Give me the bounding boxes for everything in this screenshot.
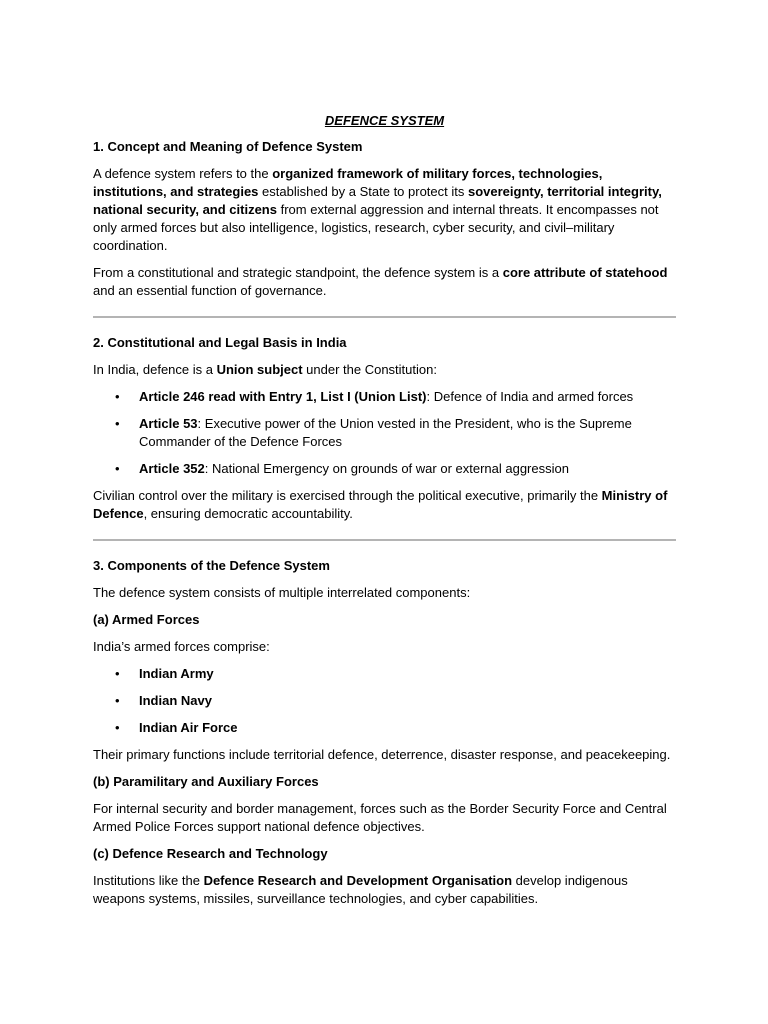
section-divider [93, 539, 676, 541]
article-list [93, 388, 676, 478]
list-item-bold: Article 246 read with Entry 1, List I (Union List) [139, 389, 427, 404]
list-item [93, 665, 676, 683]
text-run: and an essential function of governance. [93, 283, 327, 298]
bold-run: organized framework of military forces, technologies, institutions, and strategies [93, 166, 603, 199]
subsection-c-heading: (c) Defence Research and Technology [93, 846, 328, 861]
list-item [93, 460, 676, 478]
text-run: from external aggression and internal threats. It encompasses not only armed forces but also intelligence, logistics, research, cyber security, and civil–military coordination. [93, 202, 659, 253]
text-run: Institutions like the [93, 873, 204, 888]
subsection-b-heading: (b) Paramilitary and Auxiliary Forces [93, 774, 319, 789]
list-item [93, 692, 676, 710]
list-item [93, 415, 676, 451]
list-item-bold: Article 352 [139, 461, 205, 476]
list-item [93, 719, 676, 737]
text-run: develop indigenous weapons systems, missiles, surveillance technologies, and cyber capabilities. [93, 873, 628, 906]
list-item-text: : National Emergency on grounds of war or external aggression [204, 461, 569, 476]
section-3-heading: 3. Components of the Defence System [93, 558, 330, 573]
list-item-text: : Defence of India and armed forces [426, 389, 634, 404]
bold-run: sovereignty, territorial integrity, national security, and citizens [93, 184, 662, 217]
list-item-text: : Executive power of the Union vested in the President, who is the Supreme Commander of the Defence Forces [139, 416, 632, 449]
section-1-paragraph-1 [93, 165, 676, 255]
list-item [93, 388, 676, 406]
text-run: under the Constitution: [302, 362, 437, 377]
subsection-b-text: For internal security and border management, forces such as the Border Security Force and Central Armed Police Forces support national defence objectives. [93, 801, 667, 834]
bold-run: Defence Research and Development Organisation [203, 873, 513, 888]
subsection-a-closing: Their primary functions include territorial defence, deterrence, disaster response, and peacekeeping. [93, 747, 671, 762]
bold-run: Ministry of Defence [93, 488, 668, 521]
text-run: Civilian control over the military is exercised through the political executive, primarily the [93, 488, 602, 503]
section-1-heading: 1. Concept and Meaning of Defence System [93, 139, 363, 154]
section-2-closing [93, 487, 676, 523]
list-item-bold: Article 53 [139, 416, 198, 431]
armed-forces-list [93, 665, 676, 737]
document-title: DEFENCE SYSTEM [324, 113, 445, 128]
text-run: established by a State to protect its [258, 184, 468, 199]
subsection-c-text [93, 872, 676, 908]
list-item-bold: Indian Army [139, 666, 214, 681]
bold-run: Union subject [216, 362, 303, 377]
text-run: From a constitutional and strategic standpoint, the defence system is a [93, 265, 503, 280]
list-item-bold: Indian Navy [139, 693, 212, 708]
list-item-bold: Indian Air Force [139, 720, 238, 735]
section-2-heading: 2. Constitutional and Legal Basis in India [93, 335, 347, 350]
text-run: A defence system refers to the [93, 166, 273, 181]
bold-run: core attribute of statehood [502, 265, 668, 280]
text-run: , ensuring democratic accountability. [143, 506, 353, 521]
subsection-a-heading: (a) Armed Forces [93, 612, 200, 627]
text-run: In India, defence is a [93, 362, 217, 377]
section-2-intro [93, 361, 676, 379]
subsection-a-intro: India’s armed forces comprise: [93, 639, 270, 654]
document-page [93, 112, 676, 917]
section-3-intro: The defence system consists of multiple interrelated components: [93, 585, 471, 600]
section-divider [93, 316, 676, 318]
section-1-paragraph-2 [93, 264, 676, 300]
